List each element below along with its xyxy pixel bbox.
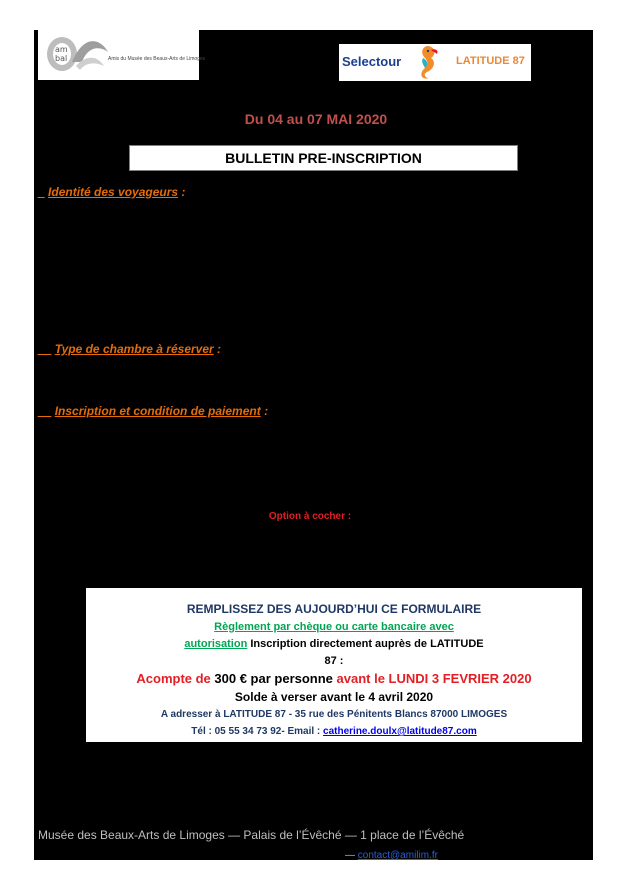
phone-text: Tél : 05 55 34 73 92- Email : [191,726,324,737]
svg-text:am: am [55,45,68,54]
section-chambre-label: Type de chambre à réserver [54,342,214,356]
section-identite-label: Identité des voyageurs [48,185,179,199]
selectour-latitude-logo [339,44,531,81]
form-heading: REMPLISSEZ DES AUJOURD’HUI CE FORMULAIRE [186,602,482,616]
footer-dash: — [345,850,358,861]
section-chambre-prefix: __ [38,342,52,356]
section-paiement-label: Inscription et condition de paiement [54,404,261,418]
footer-contact [345,850,438,861]
bulletin-title: BULLETIN PRE-INSCRIPTION [129,145,518,171]
acompte-deadline: avant le LUNDI 3 FEVRIER 2020 [336,671,532,686]
option-a-cocher: Option à cocher : [268,511,352,522]
form-instructions-box [86,588,582,742]
autorisation-text: autorisation [184,638,248,650]
acompte-amount: 300 € par personne [214,671,337,686]
section-paiement [38,404,268,418]
section-identite-prefix: _ [38,185,45,199]
section-paiement-prefix: __ [38,404,52,418]
section-chambre-colon: : [217,342,222,356]
inscription-line [86,638,582,650]
footer-email-link[interactable]: contact@amilim.fr [357,850,438,861]
contact-line [86,726,582,737]
section-paiement-colon: : [264,404,269,418]
inscription-text: Inscription directement auprès de LATITUDE [247,638,484,650]
acompte-line [86,671,582,686]
email-link[interactable]: catherine.doulx@latitude87.com [323,726,477,737]
amis-swirl-icon [42,32,112,78]
latitude-wordmark: LATITUDE 87 [456,55,525,67]
amis-logo [38,30,206,80]
latitude-87-line: 87 : [324,655,344,667]
trip-dates: Du 04 au 07 MAI 2020 [244,111,388,127]
payment-method-line: Règlement par chèque ou carte bancaire avec [214,621,454,633]
acompte-label: Acompte de [136,671,215,686]
selectour-wordmark: Selectour [342,54,402,69]
svg-text:bal: bal [55,54,68,63]
solde-line: Solde à verser avant le 4 avril 2020 [234,690,434,704]
seahorse-icon [413,44,441,81]
section-identite-colon: : [181,185,186,199]
footer-address: Musée des Beaux-Arts de Limoges — Palais de l’Évêché — 1 place de l’Évêché [38,828,465,842]
amis-logo-text: Amis du Musée des Beaux-Arts de Limoges [108,56,206,62]
section-identite [38,185,185,199]
section-chambre [38,342,221,356]
address-line: A adresser à LATITUDE 87 - 35 rue des Pénitents Blancs 87000 LIMOGES [160,709,508,720]
